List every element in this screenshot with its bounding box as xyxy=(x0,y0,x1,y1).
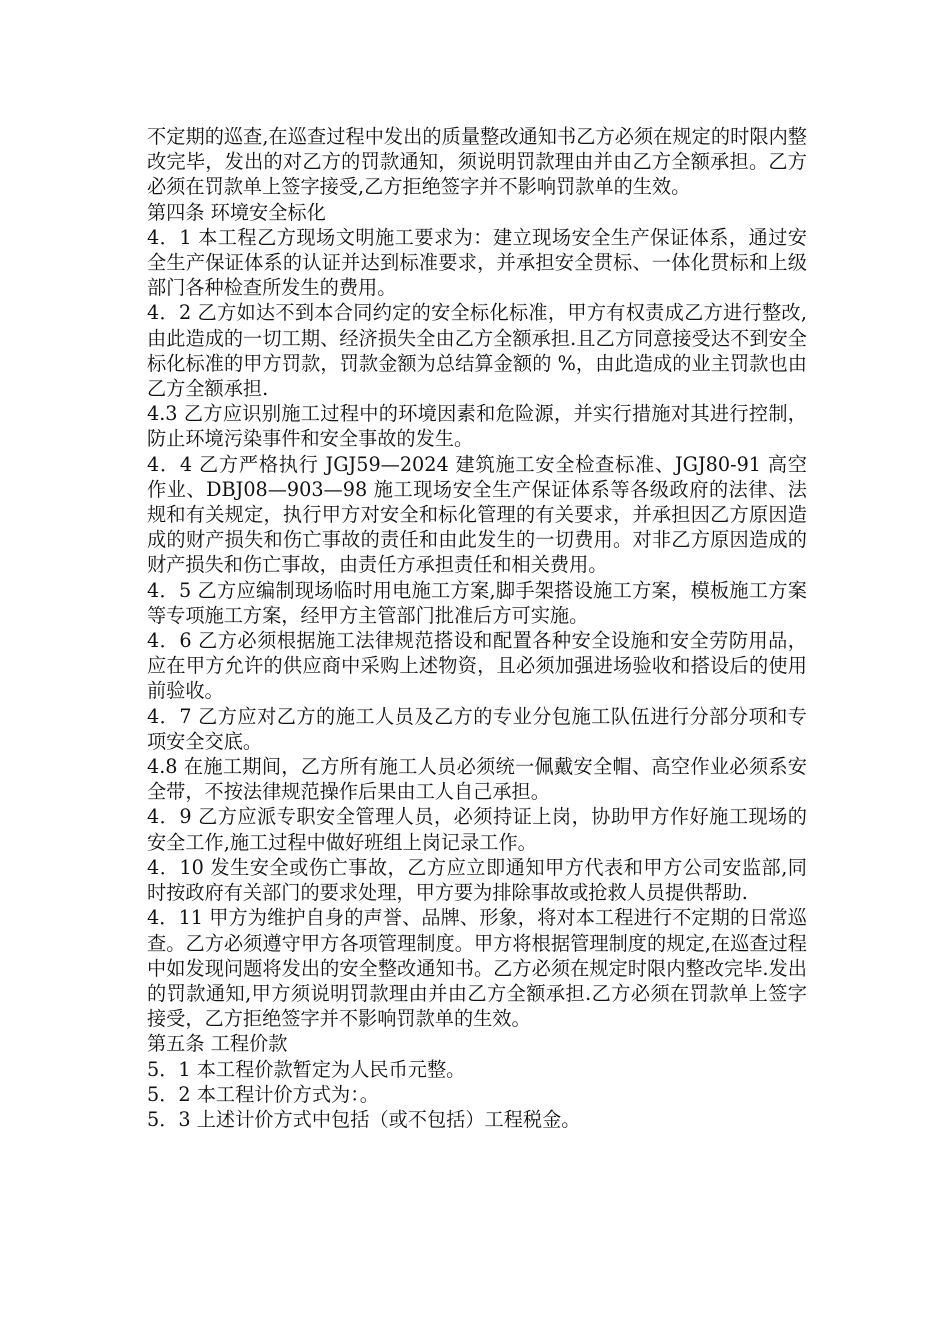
clause-4-7: 4．7 乙方应对乙方的施工人员及乙方的专业分包施工队伍进行分部分项和专项安全交底。 xyxy=(147,704,807,753)
clause-5-1: 5．1 本工程价款暂定为人民币元整。 xyxy=(147,1057,466,1081)
document-body xyxy=(147,124,807,1132)
section-heading-5: 第五条 工程价款 xyxy=(147,1032,288,1056)
clause-5-3: 5．3 上述计价方式中包括（或不包括）工程税金。 xyxy=(147,1107,581,1131)
clause-4-2: 4．2 乙方如达不到本合同约定的安全标化标准，甲方有权责成乙方进行整改,由此造成的一切工期、经济损失全由乙方全额承担.且乙方同意接受达不到安全标化标准的甲方罚款，罚款金额为总结算金额的 %，由此造成的业主罚款也由乙方全额承担. xyxy=(147,301,807,401)
clause-4-10: 4．10 发生安全或伤亡事故，乙方应立即通知甲方代表和甲方公司安监部,同时按政府有关部门的要求处理，甲方要为排除事故或抢救人员提供帮助. xyxy=(147,855,807,905)
clause-4-8: 4.8 在施工期间，乙方所有施工人员必须统一佩戴安全帽、高空作业必须系安全带，不按法律规范操作后果由工人自己承担。 xyxy=(147,755,807,804)
clause-4-5: 4．5 乙方应编制现场临时用电施工方案,脚手架搭设施工方案，模板施工方案等专项施工方案，经甲方主管部门批准后方可实施。 xyxy=(147,578,807,627)
clause-5-2: 5．2 本工程计价方式为：。 xyxy=(147,1082,379,1106)
clause-4-9: 4．9 乙方应派专职安全管理人员，必须持证上岗，协助甲方作好施工现场的安全工作,施工过程中做好班组上岗记录工作。 xyxy=(147,805,807,854)
clause-4-1: 4．1 本工程乙方现场文明施工要求为：建立现场安全生产保证体系，通过安全生产保证体系的认证并达到标准要求，并承担安全贯标、一体化贯标和上级部门各种检查所发生的费用。 xyxy=(147,225,807,300)
clause-4-6: 4．6 乙方必须根据施工法律规范搭设和配置各种安全设施和安全劳防用品，应在甲方允许的供应商中采购上述物资，且必须加强进场验收和搭设后的使用前验收。 xyxy=(147,629,807,703)
clause-4-3: 4.3 乙方应识别施工过程中的环境因素和危险源，并实行措施对其进行控制，防止环境污染事件和安全事故的发生。 xyxy=(147,402,807,451)
clause-4-4: 4．4 乙方严格执行 JGJ59—2024 建筑施工安全检查标准、JGJ80-91 高空作业、DBJ08—903—98 施工现场安全生产保证体系等各级政府的法律、法规和有关规定，执行甲方对安全和标化管理的有关要求，并承担因乙方原因造成的财产损失和伤亡事故的责任和由此发生的一切费用。对非乙方原因造成的财产损失和伤亡事故，由责任方承担责任和相关费用。 xyxy=(147,452,807,577)
clause-4-11: 4．11 甲方为维护自身的声誉、品牌、形象，将对本工程进行不定期的日常巡查。乙方必须遵守甲方各项管理制度。甲方将根据管理制度的规定,在巡查过程中如发现问题将发出的安全整改通知书。乙方必须在规定时限内整改完毕.发出的罚款通知,甲方须说明罚款理由并由乙方全额承担.乙方必须在罚款单上签字接受，乙方拒绝签字并不影响罚款单的生效。 xyxy=(147,906,807,1031)
section-heading-4: 第四条 环境安全标化 xyxy=(147,200,326,224)
paragraph-quality-inspection: 不定期的巡查,在巡查过程中发出的质量整改通知书乙方必须在规定的时限内整改完毕，发出的对乙方的罚款通知，须说明罚款理由并由乙方全额承担。乙方必须在罚款单上签字接受,乙方拒绝签字并不影响罚款单的生效。 xyxy=(147,125,807,199)
